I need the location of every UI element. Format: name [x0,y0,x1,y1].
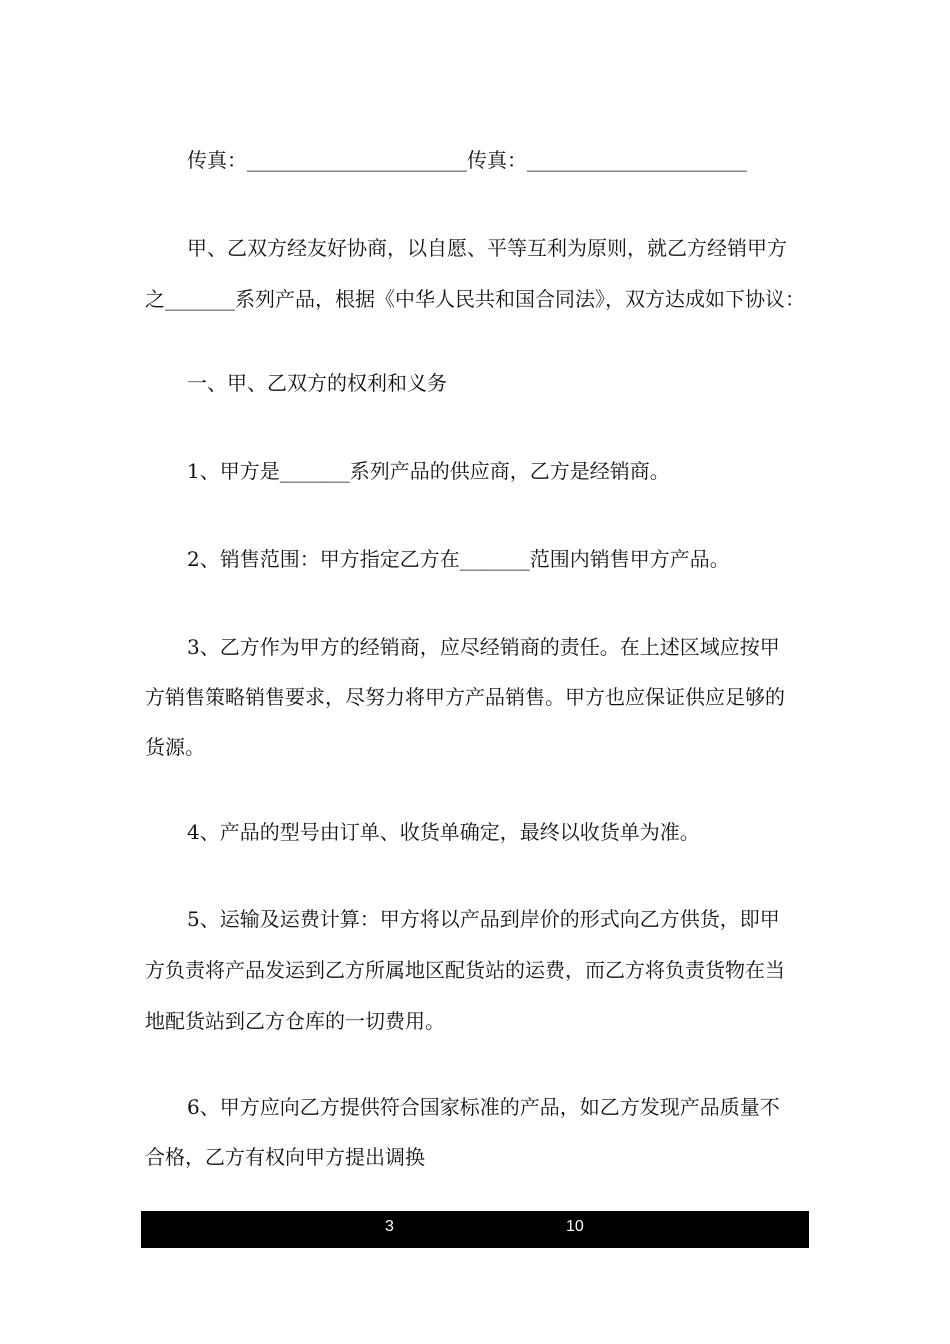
section-heading-rights-obligations: 一、甲、乙双方的权利和义务 [187,371,447,395]
clause-1: 1、甲方是_______系列产品的供应商，乙方是经销商。 [187,459,670,483]
clause-5-line-1: 5、运输及运费计算：甲方将以产品到岸价的形式向乙方供货，即甲 [187,907,780,931]
clause-6-line-1: 6、甲方应向乙方提供符合国家标准的产品，如乙方发现产品质量不 [187,1095,780,1119]
clause-2: 2、销售范围：甲方指定乙方在_______范围内销售甲方产品。 [187,547,730,571]
page-footer-bar [141,1211,809,1248]
clause-3-line-1: 3、乙方作为甲方的经销商，应尽经销商的责任。在上述区域应按甲 [187,635,780,659]
preamble-line-1: 甲、乙双方经友好协商，以自愿、平等互利为原则，就乙方经销甲方 [187,236,787,260]
clause-3-line-3: 货源。 [145,735,205,759]
total-page-count: 10 [566,1218,584,1235]
current-page-number: 3 [385,1218,394,1235]
clause-5-line-2: 方负责将产品发运到乙方所属地区配货站的运费，而乙方将负责货物在当 [145,958,785,982]
clause-5-line-3: 地配货站到乙方仓库的一切费用。 [145,1009,445,1033]
fax-line: 传真：______________________传真：______________________ [187,148,747,172]
clause-3-line-2: 方销售策略销售要求，尽努力将甲方产品销售。甲方也应保证供应足够的 [145,685,785,709]
clause-6-line-2: 合格，乙方有权向甲方提出调换 [145,1145,425,1169]
clause-4: 4、产品的型号由订单、收货单确定，最终以收货单为准。 [187,820,700,844]
preamble-line-2: 之_______系列产品，根据《中华人民共和国合同法》，双方达成如下协议： [145,287,805,311]
